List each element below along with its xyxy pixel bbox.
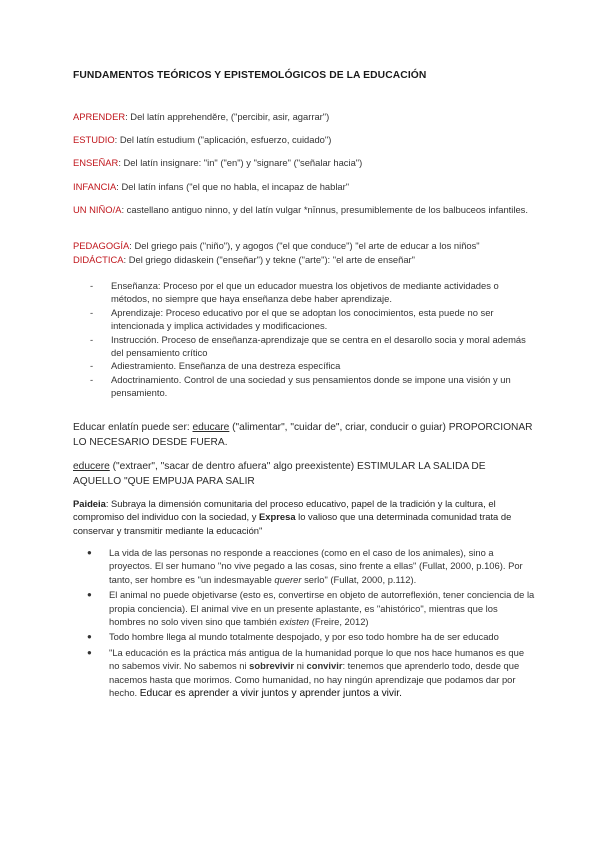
- dash-marker: -: [90, 360, 94, 372]
- list-item-text: Enseñanza: Proceso por el que un educador muestra los objetivos de mediante actividades o métodos, no siempre que haya enseñanza debe haber aprendizaje.: [111, 280, 499, 305]
- list-item: [73, 306, 535, 333]
- definition-ensenar: [73, 156, 535, 169]
- definition-text: : castellano antiguo ninno, y del latín vulgar *nīnnus, presumiblemente de los balbuceos infantiles.: [121, 204, 528, 215]
- bullet-marker: ●: [87, 647, 92, 657]
- highlight-sentence: Educar es aprender a vivir juntos y aprender juntos a vivir.: [139, 688, 402, 700]
- emphasis: querer: [274, 573, 302, 585]
- paideia-term: Paideia: [73, 498, 106, 509]
- educare-meaning: ("alimentar", "cuidar de", criar, conducir o guiar): [229, 422, 449, 433]
- list-item: [73, 646, 535, 701]
- term-nino: UN NIÑO/A: [73, 204, 122, 215]
- definition-infancia: [73, 180, 535, 193]
- dash-marker: -: [90, 306, 94, 318]
- definition-nino: [73, 203, 535, 216]
- text: : tenemos que aprenderlo todo, desde que nacemos hasta que morimos. Como humanidad, no hay ningún aprendizaje que podamos dar por hecho.: [109, 660, 520, 699]
- definition-estudio: [73, 133, 535, 146]
- list-item-text: Adiestramiento. Enseñanza de una destreza específica: [111, 360, 341, 372]
- list-item: [73, 588, 535, 628]
- paideia-text: : Subraya la dimensión comunitaria del proceso educativo, papel de la tradición y la cultura, el compromiso del individuo con la sociedad, y: [73, 498, 496, 523]
- term-aprender: APRENDER: [73, 111, 126, 122]
- term-estudio: ESTUDIO: [73, 134, 115, 145]
- text: El animal no puede objetivarse (esto es, convertirse en objeto de autorreflexión, tener conciencia de la propia conciencia). El animal vive en un presente aplastante, es "ahistórico", mientras que los hombres no solo viven sino que también: [109, 589, 535, 628]
- emphasis-convivir: convivir: [306, 660, 343, 672]
- definition-text: : Del griego didaskein ("enseñar") y tekne ("arte"): "el arte de enseñar": [123, 254, 415, 265]
- list-item: [73, 373, 535, 400]
- educere-summary: ESTIMULAR LA SALIDA DE AQUELLO "QUE EMPUJA PARA SALIR: [73, 461, 486, 487]
- paideia-paragraph: [73, 497, 535, 537]
- page-title: FUNDAMENTOS TEÓRICOS Y EPISTEMOLÓGICOS DE LA EDUCACIÓN: [73, 70, 427, 81]
- term-pedagogia: PEDAGOGÍA: [73, 240, 130, 251]
- text: vida de las personas no responde a reacciones (como en el caso de los animales), sino a proyectos. El ser humano "no vive pegado a las cosas, sino frente a ellas" (Fullat, 2000, p.106). Por tanto, ser hombre es "un indesmayable: [109, 547, 523, 585]
- definition-text: : Del latín insignare: "in" ("en") y "signare" ("señalar hacia"): [118, 157, 363, 168]
- list-item-text: Instrucción. Proceso de enseñanza-aprendizaje que se centra en el desarollo socia y moral además del pensamiento crítico: [111, 333, 526, 359]
- educare-word: educare: [192, 422, 230, 433]
- educare-paragraph: [73, 421, 535, 451]
- bullet-marker: ●: [87, 632, 92, 642]
- definition-pedagogia: [73, 239, 535, 252]
- bullet-marker: ●: [87, 590, 92, 600]
- text: Todo hombre llega al mundo totalmente despojado, y por eso todo hombre ha de ser educado: [109, 631, 499, 643]
- text: "La educación es la práctica más antigua de la humanidad porque lo que nos hace humanos es que no sabemos vivir. No sabemos ni: [109, 646, 525, 672]
- paideia-expresa: Expresa: [259, 511, 296, 523]
- educare-lead: Educar enlatín puede ser:: [73, 422, 193, 433]
- concepts-list: [73, 279, 535, 400]
- list-item: [73, 333, 535, 360]
- educere-meaning: ("extraer", "sacar de dentro afuera" algo preexistente): [109, 461, 358, 472]
- emphasis: existen: [279, 616, 310, 628]
- text: (Freire, 2012): [309, 616, 369, 628]
- educere-word: educere: [73, 461, 110, 472]
- educere-paragraph: [73, 460, 535, 490]
- term-didactica: DIDÁCTICA: [73, 254, 124, 265]
- definition-text: : Del griego pais ("niño"), y agogos ("el que conduce") "el arte de educar a los niños": [129, 240, 480, 251]
- educare-summary: PROPORCIONAR LO NECESARIO DESDE FUERA.: [73, 422, 533, 448]
- list-item: [73, 546, 535, 586]
- term-infancia: INFANCIA: [73, 181, 117, 192]
- definition-didactica: [73, 253, 535, 266]
- list-item: [73, 359, 535, 372]
- definition-text: : Del latín infans ("el que no habla, el incapaz de hablar": [116, 181, 350, 192]
- list-item: [73, 630, 535, 643]
- definition-text: : Del latín apprehendĕre, ("percibir, asir, agarrar"): [125, 111, 330, 122]
- bullet-marker: ●: [87, 548, 92, 557]
- list-item-text: Aprendizaje: Proceso educativo por el que se adoptan los conocimientos, esta puede no ser intencionada y implica actividades y modificaciones.: [111, 306, 494, 332]
- text: serlo" (Fullat, 2000, p.112).: [301, 573, 417, 585]
- dash-marker: -: [90, 333, 94, 345]
- list-item: [73, 279, 535, 306]
- paideia-text: lo valioso que una determinada comunidad trata de conservar y transmitir mediante la educación": [73, 511, 512, 536]
- list-item-text: Adoctrinamiento. Control de una sociedad y sus pensamientos donde se impone una visión y un pensamiento.: [111, 373, 511, 399]
- text: ni: [294, 660, 307, 672]
- dash-marker: -: [90, 280, 94, 291]
- text: La: [109, 547, 120, 558]
- term-ensenar: ENSEÑAR: [73, 157, 119, 168]
- definition-text: : Del latín estudium ("aplicación, esfuerzo, cuidado"): [114, 134, 332, 145]
- definition-aprender: [73, 110, 535, 123]
- emphasis-sobrevivir: sobrevivir: [249, 660, 294, 672]
- dash-marker: -: [90, 373, 94, 385]
- bullet-list: [73, 546, 535, 702]
